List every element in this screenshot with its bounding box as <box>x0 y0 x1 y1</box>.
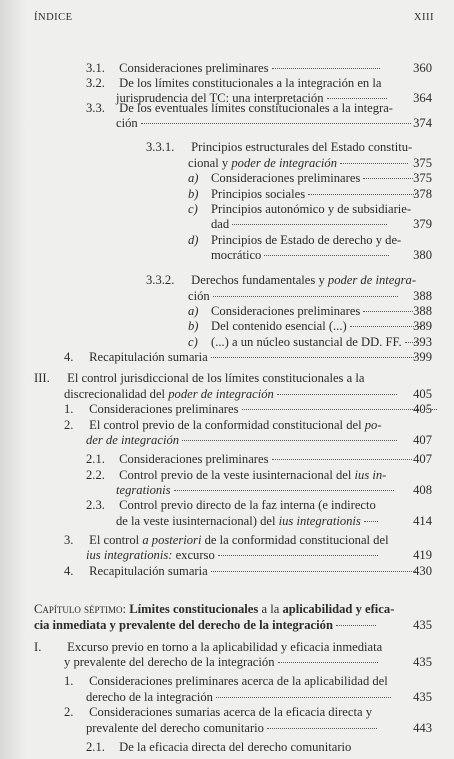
toc-entry-4: 4. Recapitulación sumaria <box>64 349 416 365</box>
page-number: 364 <box>413 91 432 105</box>
page-number: 407 <box>413 433 432 447</box>
toc-entry-I-1: 1. Consideraciones preliminares acerca de la aplicabilidad del <box>64 674 388 688</box>
page-number: 407 <box>413 452 432 466</box>
toc-entry-a: a) Consideraciones preliminares <box>188 170 413 186</box>
toc-entry-c: c) Principios autonómico y de subsidiarie- <box>188 202 412 216</box>
toc-entry-III: III. El control jurisdiccional de los límites constitucionales a la <box>34 371 365 385</box>
page-number: 393 <box>413 335 432 349</box>
running-header <box>34 12 434 23</box>
toc-entry-c2: c) (...) a un núcleo sustancial de DD. FF. <box>188 334 419 350</box>
page-edge-shadow <box>0 0 26 759</box>
toc-entry-2-1: 2.1. Consideraciones preliminares <box>86 451 412 467</box>
page-number: 435 <box>413 618 432 632</box>
header-left: ÍNDICE <box>34 12 73 23</box>
page-number: 380 <box>413 248 432 262</box>
toc-page: ÍNDICE XIII 3.1. Consideraciones preliminares 360 3.2. De los límites constitucionales a la integración en la jurisprudencia del TC: una interpretación 364 3.3. De los eventuales límites constitucionales a la integra- ción 374 3.3.1. Principios estructurales del Estado constitu- cional y poder de integración 375 a) Consideraciones preliminares 375 b) Principios sociales 378 c) Principios autonómico y de subsidiarie- dad 379 d) Principios de Estado de derecho y de- mocrático 380 3.3.2. Derechos fundamentales y poder de integra- ción 388 a) Consideraciones preliminares 388 b) Del contenido esencial (...) 389 c) (...) a un núcleo sustancial de DD. FF. 393 4. Recapitulación sumaria 399 III. El control jurisdiccional de los límites constitucionales a la discrecionalidad del poder de integración 405 1. Consideraciones preliminares 405 2. El control previo de la conformidad constitucional del po- der de integración 407 2.1. Consideraciones preliminares 407 2.2. Control previo de la veste iusinternacional del ius in- tegrationis 408 2.3. Control previo directo de la faz interna (e indirecto de la veste iusinternacional) del ius integrationis 414 3. El control a posteriori de la conformidad constitucional del ius integrationis: excurso 419 4. Recapitulación sumaria 430 Capítulo séptimo: Límites constitucionales a la aplicabilidad y efica- cia inmediata y prevalente del derecho de la integración 435 I. Excurso previo en torno a la aplicabilidad y eficacia inmediata y prevalente del derecho de la integración 435 1. Consideraciones preliminares acerca de la aplicabilidad del derecho de la integración 435 2. Consideraciones sumarias acerca de la eficacia directa y prevalente del derecho comunitario 443 2.1. De la eficacia directa del derecho comunitario <box>0 0 454 759</box>
toc-entry-III-3: 3. El control a posteriori de la conformidad constitucional del <box>64 533 389 547</box>
page-number: 443 <box>413 721 432 735</box>
toc-entry-d: d) Principios de Estado de derecho y de- <box>188 233 402 247</box>
page-number: 388 <box>413 304 432 318</box>
page-number: 430 <box>413 564 432 578</box>
page-number: 375 <box>413 171 432 185</box>
toc-entry-a2: a) Consideraciones preliminares <box>188 303 413 319</box>
toc-entry-3-3: 3.3. De los eventuales límites constitucionales a la integra- <box>86 101 393 115</box>
page-number: 419 <box>413 548 432 562</box>
toc-entry-III-4: 4. Recapitulación sumaria <box>64 563 416 579</box>
page-number: 414 <box>413 514 432 528</box>
page-number: 408 <box>413 483 432 497</box>
toc-entry-I-2: 2. Consideraciones sumarias acerca de la eficacia directa y <box>64 705 373 719</box>
page-number: 375 <box>413 156 432 170</box>
chapter-heading: Capítulo séptimo: Límites constitucionales a la aplicabilidad y efica- <box>34 602 395 616</box>
toc-entry-2-2: 2.2. Control previo de la veste iusinternacional del ius in- <box>86 468 387 482</box>
page-number: 435 <box>413 690 432 704</box>
page-number: 405 <box>413 402 432 416</box>
toc-entry-2-1b: 2.1. De la eficacia directa del derecho comunitario <box>86 740 352 754</box>
toc-entry-3-1: 3.1. Consideraciones preliminares <box>86 60 380 76</box>
page-number: 399 <box>413 350 432 364</box>
page-number: 389 <box>413 319 432 333</box>
toc-entry-III-1: 1. Consideraciones preliminares <box>64 401 437 417</box>
page-number: 374 <box>413 116 432 130</box>
page-number: 405 <box>413 387 432 401</box>
toc-entry-I: I. Excurso previo en torno a la aplicabilidad y eficacia inmediata <box>34 640 383 654</box>
page-number: 379 <box>413 217 432 231</box>
page-number: 388 <box>413 289 432 303</box>
page-number: 378 <box>413 187 432 201</box>
toc-entry-b: b) Principios sociales <box>188 186 416 202</box>
toc-entry-3-3-1: 3.3.1. Principios estructurales del Estado constitu- <box>146 140 413 154</box>
toc-entry-3-3-2: 3.3.2. Derechos fundamentales y poder de integra- <box>146 273 417 287</box>
page-number: 435 <box>413 655 432 669</box>
page-number: 360 <box>413 61 432 75</box>
toc-entry-b2: b) Del contenido esencial (...) <box>188 318 422 334</box>
toc-entry-2-3: 2.3. Control previo directo de la faz interna (e indirecto <box>86 498 376 512</box>
toc-entry-3-2: 3.2. De los límites constitucionales a la integración en la <box>86 76 382 90</box>
toc-entry-III-2: 2. El control previo de la conformidad constitucional del po- <box>64 418 382 432</box>
header-page-number: XIII <box>413 12 434 23</box>
